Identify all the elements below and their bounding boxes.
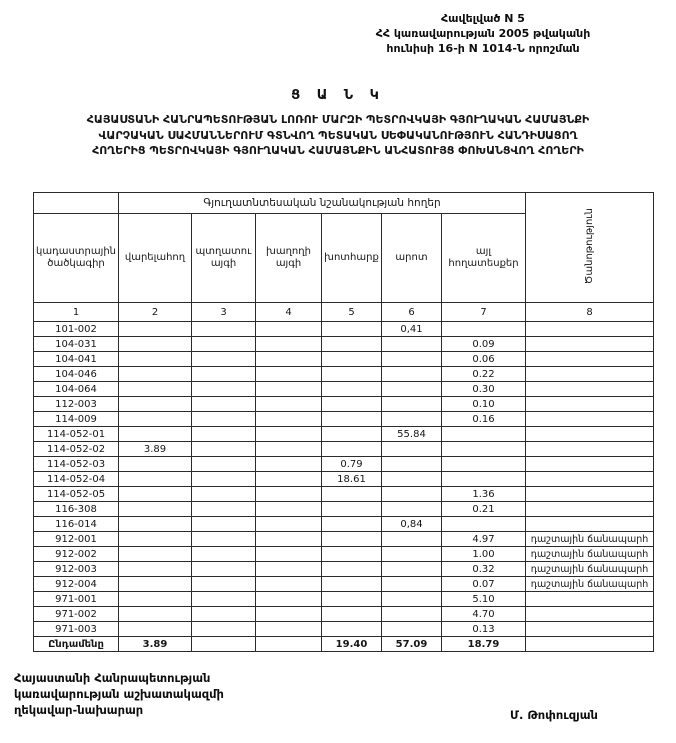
value-cell: 0.06: [442, 352, 526, 367]
value-cell: [256, 472, 322, 487]
value-cell: 0.13: [442, 622, 526, 637]
value-cell: 3.89: [119, 637, 192, 652]
value-cell: [192, 457, 256, 472]
value-cell: [192, 412, 256, 427]
note-cell: [526, 397, 654, 412]
value-cell: [322, 547, 382, 562]
value-cell: [192, 502, 256, 517]
value-cell: [382, 592, 442, 607]
value-cell: [382, 382, 442, 397]
value-cell: [119, 337, 192, 352]
value-cell: 0.32: [442, 562, 526, 577]
table-row: [34, 622, 654, 637]
note-cell: [526, 592, 654, 607]
value-cell: [119, 592, 192, 607]
table-row: [34, 577, 654, 592]
note-cell: դաշտային ճանապարհ: [526, 532, 654, 547]
value-cell: 0.16: [442, 412, 526, 427]
value-cell: [322, 382, 382, 397]
column-header-orchard: պտղատու այգի: [192, 214, 256, 303]
table-column-numbers-row: [34, 303, 654, 322]
value-cell: [119, 427, 192, 442]
value-cell: [382, 472, 442, 487]
note-cell: [526, 502, 654, 517]
value-cell: [256, 532, 322, 547]
table-row: [34, 427, 654, 442]
cadastral-code-cell: 112-003: [34, 397, 119, 412]
value-cell: [192, 337, 256, 352]
value-cell: [382, 532, 442, 547]
column-header-other: այլ հողատեսքեր: [442, 214, 526, 303]
value-cell: [382, 622, 442, 637]
appendix-line: ՀՀ կառավարության 2005 թվականի: [375, 26, 591, 40]
value-cell: [256, 397, 322, 412]
cadastral-code-cell: 114-009: [34, 412, 119, 427]
value-cell: [322, 427, 382, 442]
note-cell: [526, 322, 654, 337]
value-cell: [382, 397, 442, 412]
value-cell: [192, 562, 256, 577]
total-row: [34, 637, 654, 652]
group-header: Գյուղատնտեսական նշանակության հողեր: [119, 193, 526, 214]
value-cell: [322, 367, 382, 382]
value-cell: [192, 637, 256, 652]
value-cell: [322, 442, 382, 457]
cadastral-code-cell: 116-308: [34, 502, 119, 517]
table-row: [34, 337, 654, 352]
value-cell: [322, 592, 382, 607]
note-cell: դաշտային ճանապարհ: [526, 562, 654, 577]
value-cell: [119, 382, 192, 397]
value-cell: [256, 367, 322, 382]
value-cell: [192, 442, 256, 457]
note-cell: [526, 367, 654, 382]
value-cell: [322, 412, 382, 427]
table-row: [34, 352, 654, 367]
cadastral-code-cell: 912-001: [34, 532, 119, 547]
value-cell: [119, 457, 192, 472]
note-cell: [526, 487, 654, 502]
value-cell: [322, 352, 382, 367]
value-cell: 0.79: [322, 457, 382, 472]
value-cell: [322, 502, 382, 517]
value-cell: 1.36: [442, 487, 526, 502]
value-cell: [442, 427, 526, 442]
value-cell: [192, 322, 256, 337]
table-row: [34, 457, 654, 472]
value-cell: [192, 367, 256, 382]
value-cell: [322, 397, 382, 412]
value-cell: 4.97: [442, 532, 526, 547]
cadastral-code-cell: 104-041: [34, 352, 119, 367]
cadastral-code-cell: 912-004: [34, 577, 119, 592]
table-row: [34, 592, 654, 607]
value-cell: [322, 607, 382, 622]
note-cell: [526, 607, 654, 622]
value-cell: 1.00: [442, 547, 526, 562]
value-cell: [119, 412, 192, 427]
footer-line: կառավարության աշխատակազմի: [14, 687, 224, 702]
note-cell: դաշտային ճանապարհ: [526, 577, 654, 592]
table-body: [34, 322, 654, 652]
value-cell: [119, 532, 192, 547]
value-cell: [322, 322, 382, 337]
value-cell: [119, 367, 192, 382]
value-cell: [256, 577, 322, 592]
note-cell: [526, 637, 654, 652]
value-cell: [256, 352, 322, 367]
note-cell: [526, 457, 654, 472]
value-cell: [256, 382, 322, 397]
value-cell: [382, 562, 442, 577]
note-cell: [526, 382, 654, 397]
cadastral-code-cell: 104-064: [34, 382, 119, 397]
appendix-reference: [318, 12, 648, 57]
value-cell: [442, 457, 526, 472]
note-cell: [526, 442, 654, 457]
value-cell: [192, 517, 256, 532]
value-cell: 57.09: [382, 637, 442, 652]
value-cell: [256, 607, 322, 622]
value-cell: [119, 487, 192, 502]
cadastral-code-cell: 971-002: [34, 607, 119, 622]
table-row: [34, 322, 654, 337]
value-cell: 18.79: [442, 637, 526, 652]
value-cell: [322, 577, 382, 592]
value-cell: [442, 517, 526, 532]
cadastral-code-cell: 104-046: [34, 367, 119, 382]
value-cell: [382, 607, 442, 622]
cadastral-code-cell: 101-002: [34, 322, 119, 337]
value-cell: [322, 517, 382, 532]
column-header-hayfield: խոտհարք: [322, 214, 382, 303]
note-column-header: [526, 193, 654, 303]
footer-line: Հայաստանի Հանրապետության: [14, 671, 211, 685]
value-cell: [256, 487, 322, 502]
value-cell: [192, 577, 256, 592]
subtitle-line: ՀԱՅԱՍՏԱՆԻ ՀԱՆՐԱՊԵՏՈՒԹՅԱՆ ԼՈՌՈՒ ՄԱՐԶԻ ՊԵՏՐՈՎԿԱՅԻ ԳՅՈՒՂԱԿԱՆ ՀԱՄԱՅՆՔԻ: [86, 113, 590, 126]
value-cell: 0.10: [442, 397, 526, 412]
value-cell: [256, 502, 322, 517]
value-cell: [382, 577, 442, 592]
value-cell: [256, 637, 322, 652]
cadastral-code-cell: 114-052-05: [34, 487, 119, 502]
table-row: [34, 562, 654, 577]
table-row: [34, 367, 654, 382]
value-cell: [256, 622, 322, 637]
table-row: [34, 397, 654, 412]
value-cell: [256, 337, 322, 352]
note-cell: [526, 412, 654, 427]
value-cell: [322, 532, 382, 547]
column-header-vineyard: խաղողի այգի: [256, 214, 322, 303]
value-cell: [119, 517, 192, 532]
table-row: [34, 472, 654, 487]
value-cell: [119, 547, 192, 562]
value-cell: [119, 562, 192, 577]
table-row: [34, 532, 654, 547]
value-cell: [442, 442, 526, 457]
value-cell: 19.40: [322, 637, 382, 652]
column-header-arable: վարելահող: [119, 214, 192, 303]
cadastral-code-cell: 912-003: [34, 562, 119, 577]
value-cell: 0,41: [382, 322, 442, 337]
cadastral-code-cell: 971-003: [34, 622, 119, 637]
cadastral-code-cell: 912-002: [34, 547, 119, 562]
land-transfer-table: [33, 192, 654, 652]
column-number: 3: [192, 303, 256, 322]
value-cell: [192, 397, 256, 412]
value-cell: [192, 547, 256, 562]
cadastral-code-cell: 971-001: [34, 592, 119, 607]
value-cell: [442, 472, 526, 487]
value-cell: [119, 607, 192, 622]
value-cell: 0.30: [442, 382, 526, 397]
value-cell: [119, 472, 192, 487]
value-cell: [322, 562, 382, 577]
value-cell: [192, 427, 256, 442]
value-cell: [192, 607, 256, 622]
column-number: 5: [322, 303, 382, 322]
value-cell: [119, 622, 192, 637]
value-cell: [322, 487, 382, 502]
footer-line: ղեկավար-նախարար: [14, 703, 144, 718]
note-header-label: Ծանոթություն: [584, 207, 595, 285]
note-cell: [526, 622, 654, 637]
cadastral-code-cell: 114-052-03: [34, 457, 119, 472]
value-cell: [382, 547, 442, 562]
value-cell: 4.70: [442, 607, 526, 622]
value-cell: [256, 562, 322, 577]
table-row: [34, 502, 654, 517]
column-number: 6: [382, 303, 442, 322]
value-cell: [256, 547, 322, 562]
column-number: 2: [119, 303, 192, 322]
value-cell: [119, 352, 192, 367]
value-cell: [322, 337, 382, 352]
note-cell: [526, 427, 654, 442]
value-cell: [322, 622, 382, 637]
value-cell: 0.07: [442, 577, 526, 592]
table-row: [34, 547, 654, 562]
table-row: [34, 517, 654, 532]
value-cell: [256, 412, 322, 427]
cadastral-code-cell: 116-014: [34, 517, 119, 532]
value-cell: [192, 487, 256, 502]
value-cell: [256, 322, 322, 337]
footer-office-block: [14, 670, 224, 718]
signature-name: Մ. Թոփուզյան: [510, 708, 598, 722]
value-cell: 55.84: [382, 427, 442, 442]
code-column-header: կադաստրային ծածկագիր: [34, 214, 119, 303]
table-row: [34, 607, 654, 622]
table-row: [34, 442, 654, 457]
value-cell: [382, 367, 442, 382]
column-number: 4: [256, 303, 322, 322]
value-cell: [382, 412, 442, 427]
table-row: [34, 412, 654, 427]
value-cell: [192, 592, 256, 607]
value-cell: 0,84: [382, 517, 442, 532]
column-number: 1: [34, 303, 119, 322]
value-cell: [192, 352, 256, 367]
note-cell: [526, 472, 654, 487]
column-number: 8: [526, 303, 654, 322]
value-cell: [119, 502, 192, 517]
value-cell: [256, 442, 322, 457]
value-cell: [192, 622, 256, 637]
value-cell: [192, 532, 256, 547]
value-cell: [256, 457, 322, 472]
value-cell: [119, 322, 192, 337]
value-cell: [192, 472, 256, 487]
value-cell: [442, 322, 526, 337]
appendix-line: հունիսի 16-ի N 1014-Ն որոշման: [386, 41, 580, 55]
value-cell: 5.10: [442, 592, 526, 607]
value-cell: [256, 427, 322, 442]
corner-cell: [34, 193, 119, 214]
cadastral-code-cell: 114-052-02: [34, 442, 119, 457]
value-cell: [192, 382, 256, 397]
cadastral-code-cell: 104-031: [34, 337, 119, 352]
column-header-pasture: արոտ: [382, 214, 442, 303]
note-cell: [526, 352, 654, 367]
subtitle-line: ՎԱՐՉԱԿԱՆ ՍԱՀՄԱՆՆԵՐՈՒՄ ԳՏՆՎՈՂ ՊԵՏԱԿԱՆ ՍԵՓԱԿԱՆՈՒԹՅՈՒՆ ՀԱՆԴԻՍԱՑՈՂ: [98, 128, 578, 142]
value-cell: 0.22: [442, 367, 526, 382]
value-cell: [256, 517, 322, 532]
table-row: [34, 382, 654, 397]
value-cell: 3.89: [119, 442, 192, 457]
value-cell: [119, 397, 192, 412]
total-label-cell: Ընդամենը: [34, 637, 119, 652]
note-cell: դաշտային ճանապարհ: [526, 547, 654, 562]
document-subtitle: [28, 112, 648, 159]
value-cell: [382, 352, 442, 367]
table-group-header-row: [34, 193, 654, 214]
note-cell: [526, 517, 654, 532]
value-cell: 18.61: [322, 472, 382, 487]
value-cell: [382, 442, 442, 457]
cadastral-code-cell: 114-052-01: [34, 427, 119, 442]
appendix-line: Հավելված N 5: [441, 12, 525, 25]
subtitle-line: ՀՈՂԵՐԻՑ ՊԵՏՐՈՎԿԱՅԻ ԳՅՈՒՂԱԿԱՆ ՀԱՄԱՅՆՔԻՆ ԱՆՀԱՏՈՒՅՑ ՓՈԽԱՆՑՎՈՂ ՀՈՂԵՐԻ: [92, 144, 584, 158]
value-cell: 0.09: [442, 337, 526, 352]
value-cell: [256, 592, 322, 607]
column-number: 7: [442, 303, 526, 322]
value-cell: [382, 337, 442, 352]
value-cell: [382, 457, 442, 472]
table-row: [34, 487, 654, 502]
cadastral-code-cell: 114-052-04: [34, 472, 119, 487]
page-title: Ց Ա Ն Կ: [291, 88, 385, 103]
value-cell: [119, 577, 192, 592]
value-cell: [382, 502, 442, 517]
value-cell: [382, 487, 442, 502]
value-cell: 0.21: [442, 502, 526, 517]
note-cell: [526, 337, 654, 352]
